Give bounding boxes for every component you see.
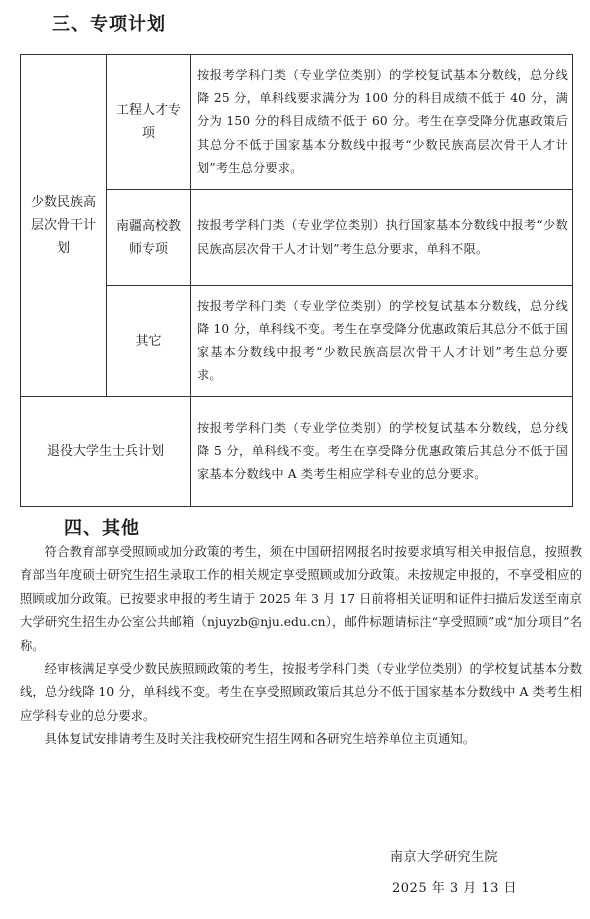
policy-description: 按报考学科门类（专业学位类别）的学校复试基本分数线，总分线降 25 分，单科线要求满分为 100 分的科目成绩不低于 40 分，满分为 150 分的科目成绩不低于 60 分。考生在享受降分优惠政策后其总分不低于国家基本分数线中报考“少数民族高层次骨干人才计划”考生总分要求。 (191, 55, 573, 190)
subcategory-other: 其它 (107, 286, 191, 397)
subcategory-engineering-talent: 工程人才专项 (107, 55, 191, 190)
table-row (21, 397, 573, 507)
category-minority-plan: 少数民族高层次骨干计划 (21, 55, 107, 397)
section-title-other: 四、其他 (64, 518, 140, 539)
signature-organization: 南京大学研究生院 (390, 850, 499, 865)
policy-description: 按报考学科门类（专业学位类别）的学校复试基本分数线，总分线降 5 分，单科线不变。考生在享受降分优惠政策后其总分不低于国家基本分数线中 A 类考生相应学科专业的总分要求。 (191, 397, 573, 507)
signature-date: 2025 年 3 月 13 日 (392, 881, 518, 896)
policy-description: 按报考学科门类（专业学位类别）执行国家基本分数线中报考“少数民族高层次骨干人才计划”考生总分要求，单科不限。 (191, 190, 573, 286)
section-title-special-plans: 三、专项计划 (52, 14, 166, 35)
other-section-body (20, 541, 582, 752)
paragraph-bonus-policy: 符合教育部享受照顾或加分政策的考生，须在中国研招网报名时按要求填写相关申报信息，按照教育部当年度硕士研究生招生录取工作的相关规定享受照顾或加分政策。未按规定申报的，不享受相应的照顾或加分政策。已按要求申报的考生请于 2025 年 3 月 17 日前将相关证明和证件扫描后发送至南京大学研究生招生办公室公共邮箱（njuyzb@nju.edu.cn），邮件标题请标注“享受照顾”或“加分项目”名称。 (20, 545, 582, 653)
subcategory-south-xinjiang-teachers: 南疆高校教师专项 (107, 190, 191, 286)
policy-description: 按报考学科门类（专业学位类别）的学校复试基本分数线，总分线降 10 分，单科线不变。考生在享受降分优惠政策后其总分不低于国家基本分数线中报考“少数民族高层次骨干人才计划”考生总分要求。 (191, 286, 573, 397)
category-veteran-plan: 退役大学生士兵计划 (21, 397, 191, 507)
paragraph-minority-care: 经审核满足享受少数民族照顾政策的考生，按报考学科门类（专业学位类别）的学校复试基本分数线，总分线降 10 分，单科线不变。考生在享受照顾政策后其总分不低于国家基本分数线中 A 类考生相应学科专业的总分要求。 (20, 662, 582, 723)
special-plans-table (20, 54, 573, 507)
table-row (21, 55, 573, 190)
paragraph-schedule-notice: 具体复试安排请考生及时关注我校研究生招生网和各研究生培养单位主页通知。 (44, 732, 475, 747)
